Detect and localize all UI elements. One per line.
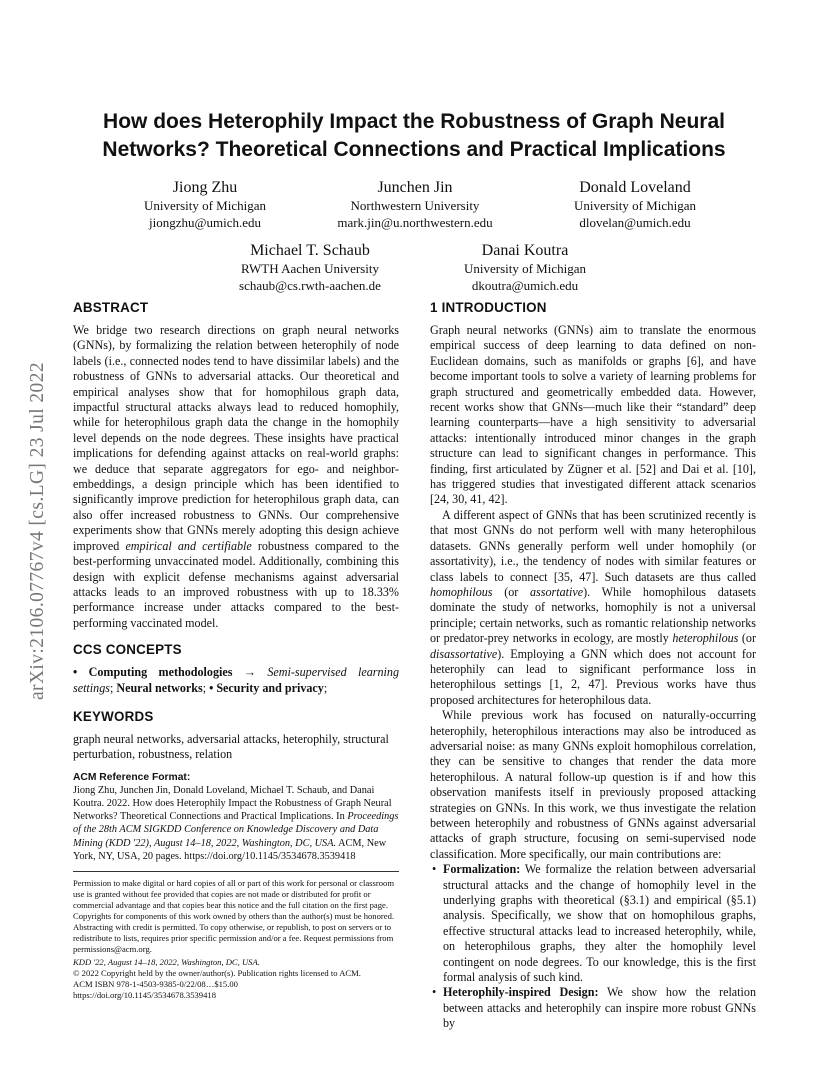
author-affiliation: RWTH Aachen University [241,261,379,276]
contribution-heading: Heterophily-inspired Design: [443,985,599,1000]
contributions-list [430,862,756,1031]
author-name: Danai Koutra [481,242,569,259]
title-line-1: How does Heterophily Impact the Robustness of Graph Neural [103,110,725,133]
ccs-heading: CCS CONCEPTS [73,642,182,658]
arxiv-sidebar-stamp [24,296,52,766]
introduction-heading: 1 INTRODUCTION [430,300,547,315]
intro-paragraph: While previous work has focused on naturally-occurring heterophily, heterophilous interactions may also be introduced as adversarial noise: as many GNNs exploit homophilous correlation, they can be sensitive to changes that render the data more heterophilous. A natural follow-up question is if and how this observation manifests itself in previously proposed attacking strategies on GNNs. In this work, we thus investigate the relation between heterophily and robustness of GNNs against adversarial attacks of graph structure, focusing on semi-supervised node classification. More specifically, our main contributions are: [430,708,756,861]
acm-reference-heading: ACM Reference Format: [73,771,191,783]
author-name: Junchen Jin [377,179,453,196]
abstract-text: We bridge two research directions on graph neural networks (GNNs), by formalizing the relation between heterophily of node labels (i.e., connected nodes tend to have dissimilar labels) and the robustness of GNNs to adversarial attacks. Our theoretical and empirical analyses show that for homophilous graph data, impactful structural attacks always lead to reduced homophily, while for heterophilous graph data the change in the homophily level depends on the node degrees. These insights have practical implications for defending against attacks on real-world graphs: we deduce that separate aggregators for ego- and neighbor-embeddings, a design principle which has been identified to significantly improve prediction for heterophilous graph data, can also offer increased robustness to GNNs. Our comprehensive experiments show that GNNs merely adopting this design achieve improved empirical and certifiable robustness compared to the best-performing unvaccinated model. Additionally, combining this design with explicit defense mechanisms against adversarial attacks leads to an improved robustness with up to 18.33% performance increase under attacks compared to the best-performing vaccinated model. [73,323,400,630]
author-email: jiongzhu@umich.edu [149,214,261,230]
ccs-concepts-text: • Computing methodologies → Semi-supervised learning settings; Neural networks; • Security and privacy; [73,665,400,695]
copyright-line: © 2022 Copyright held by the owner/author(s). Publication rights licensed to ACM. [73,967,361,978]
acm-reference-text: Jiong Zhu, Junchen Jin, Donald Loveland, Michael T. Schaub, and Danai Koutra. 2022. How does Heterophily Impact the Robustness of Graph Neural Networks? Theoretical Connections and Practical Implications. In Proceedings of the 28th ACM SIGKDD Conference on Knowledge Discovery and Data Mining (KDD '22), August 14–18, 2022, Washington, DC, USA. ACM, New York, NY, USA, 20 pages. https://doi.org/10.1145/3534678.3539418 [73,784,399,862]
author-email: mark.jin@u.northwestern.edu [337,214,493,230]
intro-paragraph: A different aspect of GNNs that has been scrutinized recently is that most GNNs do not perform well with many heterophilous datasets. GNNs generally perform well under homophily (or assortativity), i.e., the tendency of nodes with similar features or class labels to connect [35, 47]. Such datasets are thus called homophilous (or assortative). While homophilous datasets dominate the study of networks, homophily is not a universal principle; certain networks, such as romantic relationship networks or predator-prey networks in ecology, are mostly heterophilous (or disassortative). Employing a GNN which does not account for heterophily can lead to significant performance loss in heterophilous settings [1, 2, 47]. Previous works have thus proposed architectures for heterophilous data. [430,507,757,707]
abstract-heading: ABSTRACT [73,300,149,315]
contribution-heading: Formalization: [443,862,521,877]
keywords-heading: KEYWORDS [73,708,154,724]
author-name: Donald Loveland [579,179,691,196]
isbn-line: ACM ISBN 978-1-4503-9385-0/22/08…$15.00 [73,978,238,989]
author-affiliation: University of Michigan [573,198,697,213]
venue-line: KDD '22, August 14–18, 2022, Washington, DC, USA. [73,956,260,967]
footnote-divider [73,871,399,872]
author-affiliation: University of Michigan [463,261,587,276]
list-item: • Formalization: We formalize the relation between adversarial structural attacks and the change of homophily level in the underlying graphs with theoretical (§3.1) and empirical (§5.1) analysis. Specifically, we show that on homophilous graphs, effective structural attacks lead to increased heterophily, while, on heterophilous graphs, they alter the homophily level contingent on node degrees. To our knowledge, this is the first formal analysis of such kind. [443,862,756,985]
list-item: • Heterophily-inspired Design: We show how the relation between attacks and heterophily can inspire more robust GNNs by [443,985,756,1031]
author-email: schaub@cs.rwth-aachen.de [239,277,381,293]
title-line-2: Networks? Theoretical Connections and Practical Implications [102,138,726,161]
author-name: Michael T. Schaub [250,242,370,259]
arxiv-identifier: arXiv:2106.07767v4 [cs.LG] 23 Jul 2022 [27,362,48,700]
author-email: dlovelan@umich.edu [579,214,691,230]
author-block [110,178,300,231]
author-block [540,178,730,231]
left-column [73,299,399,1001]
author-name: Jiong Zhu [172,179,238,196]
permission-notice: Permission to make digital or hard copies of all or part of this work for personal or classroom use is granted without fee provided that copies are not made or distributed for profit or commercial advantage and that copies bear this notice and the full citation on the first page. Copyrights for components of this work owned by others than the author(s) must be honored. Abstracting with credit is permitted. To copy otherwise, or republish, to post on servers or to redistribute to lists, requires prior specific permission and/or a fee. Request permissions from permissions@acm.org. [73,877,395,954]
right-column [430,299,756,1032]
author-block [210,241,410,294]
author-affiliation: Northwestern University [350,198,480,213]
author-email: dkoutra@umich.edu [471,277,579,293]
paper-title [60,108,768,164]
author-affiliation: University of Michigan [143,198,267,213]
author-block [310,178,520,231]
doi-link[interactable]: https://doi.org/10.1145/3534678.3539418 [73,989,216,1000]
intro-paragraph: Graph neural networks (GNNs) aim to translate the enormous empirical success of deep learning to data defined on non-Euclidean domains, such as manifolds or graphs [6], and have become important tools to solve a variety of learning problems for graph structured and geometrically embedded data. However, recent works show that GNNs—much like their “standard” deep learning counterparts—have a high sensitivity to adversarial attacks: intentionally introduced minor changes in the graph structure can lead to significant changes in performance. This finding, first articulated by Zügner et al. [52] and Dai et al. [10], has triggered studies that investigated different attack scenarios [24, 30, 41, 42]. [430,323,756,507]
keywords-text: graph neural networks, adversarial attacks, heterophily, structural perturbation, robustness, relation [73,731,389,762]
author-block [430,241,620,294]
